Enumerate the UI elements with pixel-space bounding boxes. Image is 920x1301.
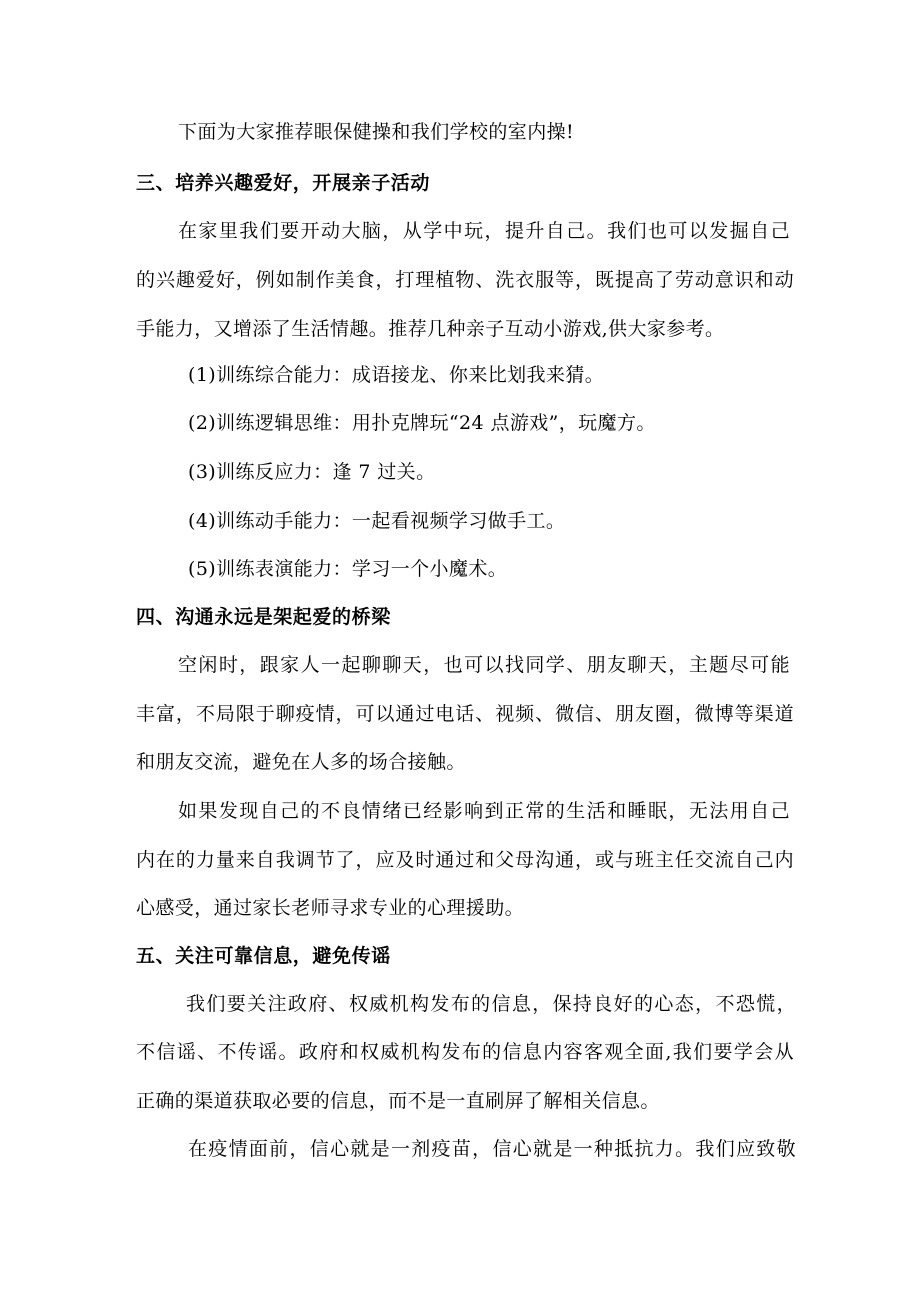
section-5-paragraph-2-line: 在疫情面前，信心就是一剂疫苗，信心就是一种抵抗力。我们应致敬 bbox=[188, 1138, 796, 1160]
section-3-paragraph-line: 手能力，又增添了生活情趣。推荐几种亲子互动小游戏,供大家参考。 bbox=[136, 318, 725, 340]
activity-list-item: (3)训练反应力：逢 7 过关。 bbox=[188, 461, 436, 483]
section-4-paragraph-2-line: 如果发现自己的不良情绪已经影响到正常的生活和睡眠，无法用自己 bbox=[178, 800, 790, 822]
activity-list-item: (5)训练表演能力：学习一个小魔术。 bbox=[188, 558, 508, 580]
activity-list-item: (1)训练综合能力：成语接龙、你来比划我来猜。 bbox=[188, 364, 605, 386]
section-5-heading: 五、关注可靠信息，避免传谣 bbox=[136, 945, 391, 967]
section-3-paragraph-line: 在家里我们要开动大脑，从学中玩，提升自己。我们也可以发掘自己 bbox=[178, 220, 790, 242]
section-4-paragraph-2-line: 心感受，通过家长老师寻求专业的心理援助。 bbox=[136, 897, 525, 919]
section-4-paragraph-1-line: 丰富，不局限于聊疫情，可以通过电话、视频、微信、朋友圈，微博等渠道 bbox=[136, 703, 794, 725]
section-3-paragraph-line: 的兴趣爱好，例如制作美食，打理植物、洗衣服等，既提高了劳动意识和动 bbox=[136, 269, 794, 291]
section-5-paragraph-1-line: 不信谣、不传谣。政府和权威机构发布的信息内容客观全面,我们要学会从 bbox=[136, 1041, 794, 1063]
intro-text: 下面为大家推荐眼保健操和我们学校的室内操! bbox=[178, 121, 575, 143]
activity-list-item: (4)训练动手能力：一起看视频学习做手工。 bbox=[188, 510, 566, 532]
section-4-paragraph-1-line: 空闲时，跟家人一起聊聊天，也可以找同学、朋友聊天，主题尽可能 bbox=[178, 654, 790, 676]
section-4-heading: 四、沟通永远是架起爱的桥梁 bbox=[136, 606, 391, 628]
section-3-heading: 三、培养兴趣爱好，开展亲子活动 bbox=[136, 172, 431, 194]
section-5-paragraph-1-line: 我们要关注政府、权威机构发布的信息，保持良好的心态，不恐慌， bbox=[186, 993, 796, 1015]
section-5-paragraph-1-line: 正确的渠道获取必要的信息，而不是一直刷屏了解相关信息。 bbox=[136, 1090, 660, 1112]
section-4-paragraph-1-line: 和朋友交流，避免在人多的场合接触。 bbox=[136, 751, 466, 773]
section-4-paragraph-2-line: 内在的力量来自我调节了，应及时通过和父母沟通，或与班主任交流自己内 bbox=[136, 849, 794, 871]
activity-list-item: (2)训练逻辑思维：用扑克牌玩“24 点游戏”，玩魔方。 bbox=[188, 412, 656, 434]
